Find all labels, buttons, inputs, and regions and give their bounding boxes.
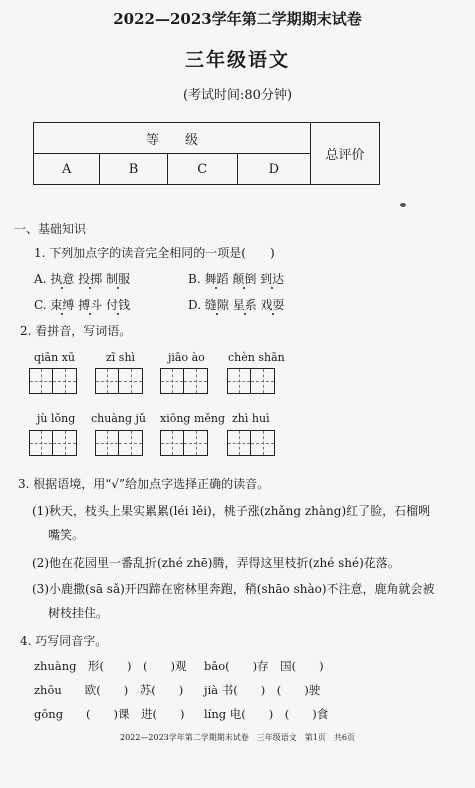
q3-sentence-1: (1)秋天，枝头上果实累累(léi lěi)，桃子涨(zhǎng zhàng)红了脸，石榴咧 bbox=[32, 504, 431, 518]
section-heading: 一、基础知识 bbox=[14, 222, 87, 236]
writing-grid[interactable] bbox=[29, 368, 77, 394]
pinyin-label: chèn shān bbox=[228, 351, 285, 364]
grade-b: B bbox=[100, 154, 167, 185]
q1-option-a: A. 执意 投掷 制服 bbox=[34, 272, 131, 286]
q3-stem: 3. 根据语境，用“√”给加点字选择正确的读音。 bbox=[18, 477, 270, 491]
q3-sentence-3: (3)小鹿撒(sā sǎ)开四蹄在密林里奔跑，稍(shāo shào)不注意，鹿角就会被 bbox=[32, 582, 435, 596]
writing-grid[interactable] bbox=[227, 430, 275, 456]
pinyin-label: qiān xū bbox=[34, 351, 75, 364]
page-footer: 2022—2023学年第二学期期末试卷 三年级语文 第1页 共6页 bbox=[120, 733, 355, 742]
writing-grid[interactable] bbox=[227, 368, 275, 394]
writing-grid[interactable] bbox=[160, 430, 208, 456]
q4-row-right: jià 书( ) ( )驶 bbox=[204, 683, 321, 697]
subject-title: 三年级语文 bbox=[184, 49, 290, 71]
pinyin-label: jù lǒng bbox=[37, 412, 76, 425]
q3-sentence-3-cont: 树枝挂住。 bbox=[48, 606, 109, 620]
q4-stem: 4. 巧写同音字。 bbox=[20, 634, 108, 648]
writing-grid[interactable] bbox=[160, 368, 208, 394]
exam-title: 2022—2023学年第二学期期末试卷 bbox=[113, 10, 362, 28]
q4-row-left: gōng ( )课 进( ) bbox=[34, 707, 185, 721]
grade-d: D bbox=[237, 154, 310, 185]
q4-row-right: líng 电( ) ( )食 bbox=[204, 707, 329, 721]
q2-stem: 2. 看拼音，写词语。 bbox=[20, 324, 132, 338]
scan-speck bbox=[400, 203, 406, 207]
writing-grid[interactable] bbox=[95, 430, 143, 456]
q1-option-c: C. 束缚 搏斗 付钱 bbox=[34, 298, 131, 312]
q1-option-d: D. 缝隙 星系 戏耍 bbox=[188, 298, 285, 312]
q4-row-left: zhuàng 形( ) ( )观 bbox=[34, 659, 187, 673]
pinyin-label: jiāo ào bbox=[168, 351, 205, 364]
grade-c: C bbox=[167, 154, 237, 185]
q4-row-right: bǎo( )存 国( ) bbox=[204, 659, 324, 673]
writing-grid[interactable] bbox=[95, 368, 143, 394]
pinyin-label: zhì huì bbox=[232, 412, 270, 425]
q1-option-b: B. 舞蹈 颠倒 到达 bbox=[188, 272, 285, 286]
grade-table bbox=[33, 122, 380, 185]
writing-grid[interactable] bbox=[29, 430, 77, 456]
pinyin-label: zī shì bbox=[106, 351, 136, 364]
grade-a: A bbox=[34, 154, 100, 185]
q4-row-left: zhōu 欧( ) 苏( ) bbox=[34, 683, 184, 697]
q3-sentence-2: (2)他在花园里一番乱折(zhé zhē)腾，弄得这里枝折(zhé shé)花落。 bbox=[32, 556, 400, 570]
pinyin-label: chuàng jǔ bbox=[91, 412, 147, 425]
exam-time: (考试时间:80分钟) bbox=[182, 88, 293, 103]
q1-stem: 1. 下列加点字的读音完全相同的一项是( ) bbox=[34, 246, 275, 260]
grade-header: 等 级 bbox=[34, 123, 311, 154]
q3-sentence-1-cont: 嘴笑。 bbox=[48, 528, 85, 542]
pinyin-label: xiōng měng bbox=[160, 412, 226, 425]
total-score-header: 总评价 bbox=[311, 123, 380, 185]
